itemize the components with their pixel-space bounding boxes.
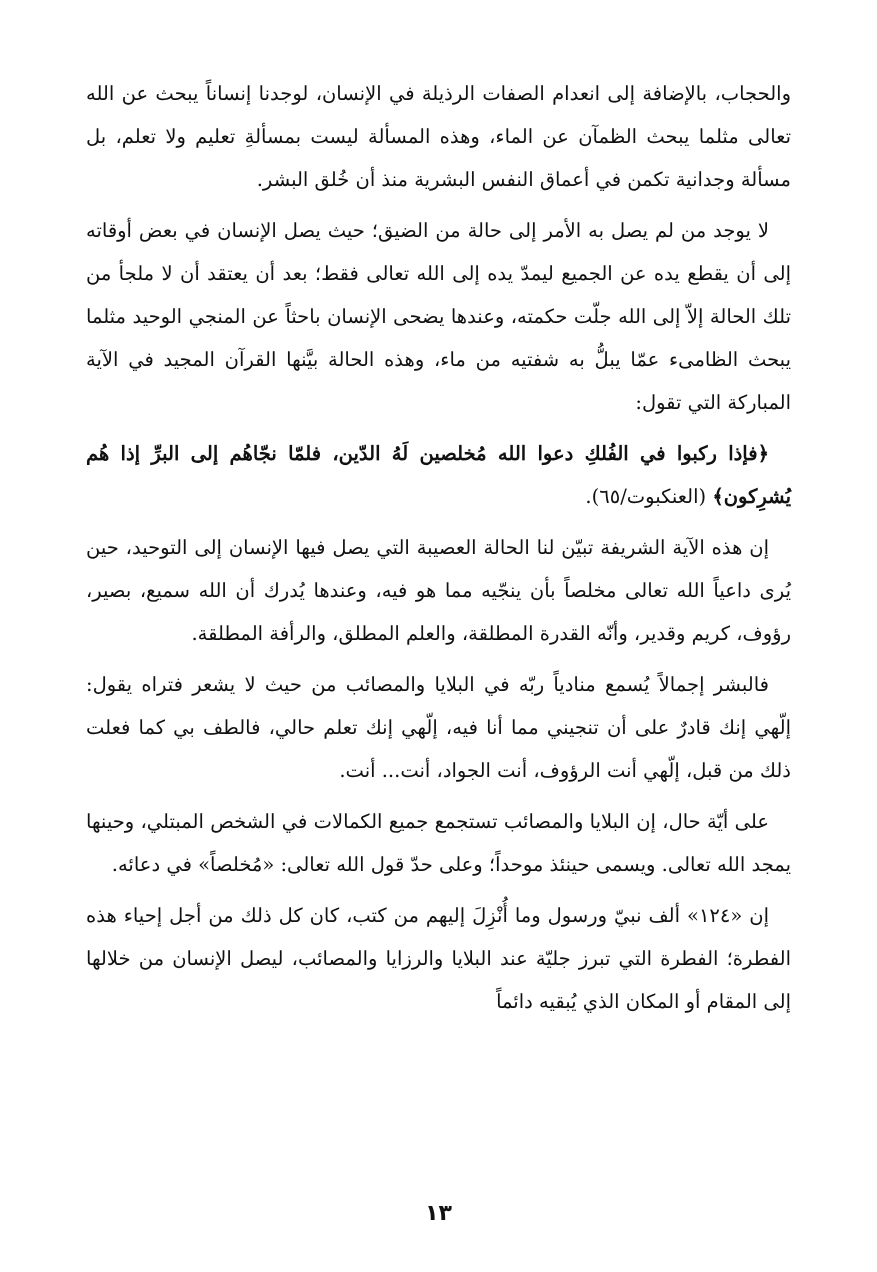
paragraph-3: إن هذه الآية الشريفة تبيّن لنا الحالة العصيبة التي يصل فيها الإنسان إلى التوحيد، حين يُرى داعياً الله تعالى مخلصاً بأن ينجّيه مما هو فيه، وعندها يُدرك أن الله سميع، بصير، رؤوف، كريم وقدير، وأنّه القدرة المطلقة، والعلم المطلق، والرأفة المطلقة. (86, 536, 791, 645)
paragraph-4: فالبشر إجمالاً يُسمع منادياً ربّه في البلايا والمصائب من حيث لا يشعر فتراه يقول: إلّهي إنك قادرٌ على أن تنجيني مما أنا فيه، إلّهي إنك تعلم حالي، فالطف بي كما فعلت ذلك من قبل، إلّهي أنت الرؤوف، أنت الجواد، أنت... أنت. (86, 673, 791, 782)
quran-verse: ﴿فإذا ركبوا في الفُلكِ دعوا الله مُخلصين لَهُ الدّين، فلمّا نجّاهُم إلى البرِّ إذا هُم يُشرِكون﴾ (86, 442, 791, 508)
paragraph-6: إن «١٢٤» ألف نبيّ ورسول وما أُنْزِلَ إليهم من كتب، كان كل ذلك من أجل إحياء هذه الفطرة؛ الفطرة التي تبرز جليّة عند البلايا والرزايا والمصائب، ليصل الإنسان من خلالها إلى المقام أو المكان الذي يُبقيه دائماً (86, 904, 791, 1013)
quran-verse-block (86, 432, 791, 518)
page-body (86, 72, 791, 1031)
verse-citation: (العنكبوت/٦٥). (585, 485, 707, 508)
paragraph-2: لا يوجد من لم يصل به الأمر إلى حالة من الضيق؛ حيث يصل الإنسان في بعض أوقاته إلى أن يقطع يده عن الجميع ليمدّ يده إلى الله تعالى فقط؛ بعد أن يعتقد أن لا ملجأ من تلك الحالة إلاّ إلى الله جلّت حكمته، وعندها يضحى الإنسان باحثاً عن المنجي الوحيد مثلما يبحث الظامىء عمّا يبلُّ به شفتيه من ماء، وهذه الحالة بيَّنها القرآن المجيد في الآية المباركة التي تقول: (86, 219, 791, 414)
paragraph-1: والحجاب، بالإضافة إلى انعدام الصفات الرذيلة في الإنسان، لوجدنا إنساناً يبحث عن الله تعالى مثلما يبحث الظمآن عن الماء، وهذه المسألة ليست بمسألةِ تعليم ولا تعلم، بل مسألة وجدانية تكمن في أعماق النفس البشرية منذ أن خُلق البشر. (86, 82, 791, 191)
paragraph-5: على أيّة حال، إن البلايا والمصائب تستجمع جميع الكمالات في الشخص المبتلي، وحينها يمجد الله تعالى. ويسمى حينئذ موحداً؛ وعلى حدّ قول الله تعالى: «مُخلصاً» في دعائه. (86, 810, 791, 876)
page-number: ١٣ (425, 1201, 452, 1226)
